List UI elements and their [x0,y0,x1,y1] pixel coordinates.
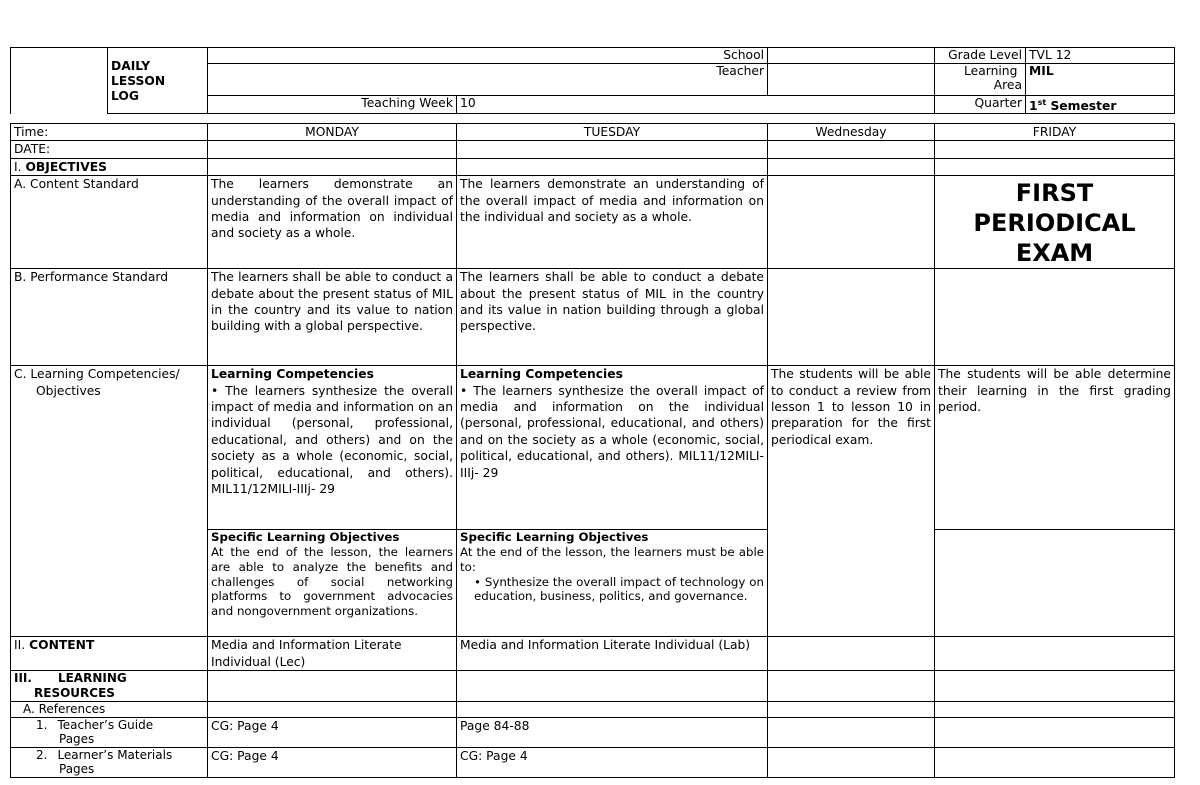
slo-intro-tuesday: At the end of the lesson, the learners must be able to: [460,545,764,574]
learning-competencies-wednesday: The students will be able to conduct a review from lesson 1 to lesson 10 in preparation for the first periodical exam. [768,366,935,637]
learners-materials-monday: CG: Page 4 [208,747,457,777]
lc-heading-monday: Learning Competencies [211,367,374,382]
day-header-wednesday: Wednesday [768,124,935,141]
performance-standard-tuesday: The learners shall be able to conduct a debate about the present status of MIL in the country and its value in nation building through a global perspective. [457,269,768,366]
resources-monday [208,671,457,702]
time-label: Time: [11,124,208,141]
lc-text-monday: • The learners synthesize the overall impact of media and information on an individual (personal, professional, educational, and others) and on the society as a whole (economic, social, political, educational, and others). MIL11/12MILI-IIIj- 29 [211,383,453,497]
lm-label-2: Pages [59,762,95,777]
content-number: II. [14,638,26,653]
content-heading [11,637,208,671]
slo-text-monday: At the end of the lesson, the learners are able to analyze the benefits and challenges of social networking platforms to government advocacies and nongovernment organizations. [211,545,453,619]
learning-competencies-monday [208,366,457,530]
performance-standard-wednesday [768,269,935,366]
specific-objectives-tuesday [457,530,768,637]
resources-number: III. [14,671,32,686]
tg-label-1: Teacher’s Guide [57,717,154,732]
teachers-guide-tuesday: Page 84-88 [457,717,768,747]
learners-materials-wednesday [768,747,935,777]
title-line-3: LOG [111,89,139,104]
slo-heading-monday: Specific Learning Objectives [211,530,400,545]
objectives-monday [208,158,457,175]
resources-label-2: RESOURCES [34,685,115,700]
first-periodical-exam [935,176,1175,269]
lesson-log-table [10,123,1175,778]
objectives-friday [935,158,1175,175]
tg-number: 1. [36,717,48,732]
quarter-value [1026,95,1175,114]
exam-line-1: FIRST [1015,179,1094,208]
competencies-label-line-2: Objectives [36,383,101,398]
content-label: CONTENT [29,638,95,653]
title-line-2: LESSON [111,74,166,89]
resources-tuesday [457,671,768,702]
content-monday: Media and Information Literate Individual (Lec) [208,637,457,671]
teaching-week-label: Teaching Week [208,95,457,114]
references-tuesday [457,702,768,718]
lc-heading-tuesday: Learning Competencies [460,367,623,382]
teachers-guide-wednesday [768,717,935,747]
performance-standard-monday: The learners shall be able to conduct a debate about the present status of MIL in the country and its value to nation building with a global perspective. [208,269,457,366]
quarter-suffix: st [1037,97,1047,107]
lm-label-1: Learner’s Materials [57,747,173,762]
quarter-label: Quarter [935,95,1026,114]
content-friday [935,637,1175,671]
teachers-guide-label [11,717,208,747]
learners-materials-friday [935,747,1175,777]
resources-friday [935,671,1175,702]
teacher-label: Teacher [208,63,768,95]
title-line-1: DAILY [111,59,151,74]
date-friday [935,141,1175,158]
learning-area-value: MIL [1026,63,1175,95]
resources-label-1: LEARNING [57,671,127,686]
teaching-week-value: 10 [457,95,935,114]
teachers-guide-friday [935,717,1175,747]
date-monday [208,141,457,158]
learners-materials-tuesday: CG: Page 4 [457,747,768,777]
specific-objectives-friday [935,530,1175,637]
learning-resources-heading [11,671,208,702]
references-monday [208,702,457,718]
day-header-tuesday: TUESDAY [457,124,768,141]
references-label: A. References [11,702,208,718]
school-label: School [208,48,768,64]
learners-materials-label [11,747,208,777]
performance-standard-label: B. Performance Standard [11,269,208,366]
content-wednesday [768,637,935,671]
date-label: DATE: [11,141,208,158]
learning-competencies-friday: The students will be able determine their learning in the first grading period. [935,366,1175,530]
slo-bullet-tuesday: • Synthesize the overall impact of technology on education, business, politics, and governance. [474,574,764,604]
learning-competencies-tuesday [457,366,768,530]
performance-standard-friday [935,269,1175,366]
learning-area-label [935,63,1026,95]
teacher-value [768,63,935,95]
content-standard-wednesday [768,176,935,269]
date-wednesday [768,141,935,158]
exam-line-3: EXAM [1015,239,1094,268]
competencies-label [11,366,208,637]
daily-lesson-log-title [108,48,208,114]
slo-heading-tuesday: Specific Learning Objectives [460,530,649,545]
header-blank-cell [11,48,108,114]
objectives-number: I. [14,159,22,174]
content-tuesday: Media and Information Literate Individual (Lab) [457,637,768,671]
lc-text-tuesday: • The learners synthesize the overall impact of media and information on the individual (personal, professional, educational, and others) and on the society as a whole (economic, social, political, educational, and others). MIL11/12MILI-IIIj- 29 [460,383,764,480]
references-wednesday [768,702,935,718]
content-standard-label: A. Content Standard [11,176,208,269]
content-standard-tuesday: The learners demonstrate an understanding of the overall impact of media and information on the individual and society as a whole. [457,176,768,269]
lm-number: 2. [36,747,48,762]
teachers-guide-monday: CG: Page 4 [208,717,457,747]
learning-area-label-1: Learning [964,63,1018,78]
exam-line-2: PERIODICAL [973,209,1136,238]
competencies-label-line-1: C. Learning Competencies/ [14,367,180,382]
quarter-semester: Semester [1046,98,1117,113]
date-tuesday [457,141,768,158]
quarter-number: 1 [1029,98,1038,113]
objectives-heading [11,158,208,175]
school-value [768,48,935,64]
grade-level-label: Grade Level [935,48,1026,64]
objectives-label: OBJECTIVES [25,159,108,174]
specific-objectives-monday [208,530,457,637]
resources-wednesday [768,671,935,702]
header-table [10,47,1175,114]
objectives-wednesday [768,158,935,175]
learning-area-label-2: Area [993,78,1023,92]
grade-level-value: TVL 12 [1026,48,1175,64]
references-friday [935,702,1175,718]
objectives-tuesday [457,158,768,175]
content-standard-monday: The learners demonstrate an understanding of the overall impact of media and information on individual and society as a whole. [208,176,457,269]
day-header-friday: FRIDAY [935,124,1175,141]
tg-label-2: Pages [59,732,95,747]
day-header-monday: MONDAY [208,124,457,141]
